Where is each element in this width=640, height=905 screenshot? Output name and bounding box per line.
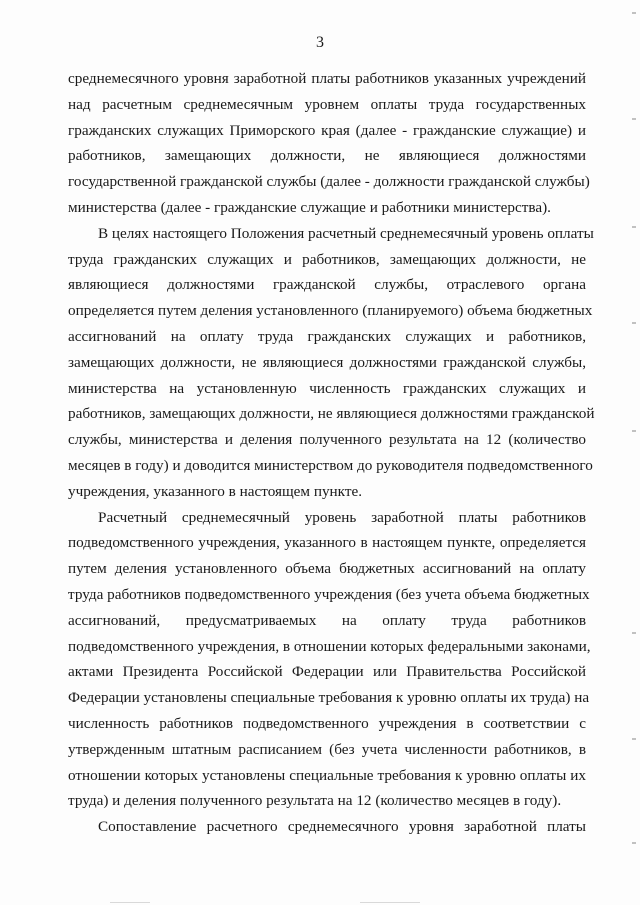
text-line: министерства на установленную численность гражданских служащих и bbox=[68, 379, 586, 397]
text-line: месяцев в году) и доводится министерством до руководителя подведомственного bbox=[68, 456, 593, 474]
text-line: ассигнований, предусматриваемых на оплату труда работников bbox=[68, 611, 586, 629]
text-line: среднемесячного уровня заработной платы работников указанных учреждений bbox=[68, 70, 586, 87]
text-line: труда) и деления полученного результата на 12 (количество месяцев в году). bbox=[68, 792, 562, 810]
text-line: труда работников подведомственного учреждения (без учета объема бюджетных bbox=[68, 585, 590, 603]
text-line: министерства (далее - гражданские служащие и работники министерства). bbox=[68, 198, 551, 216]
scan-artifact bbox=[632, 430, 636, 432]
text-line: государственной гражданской службы (далее - должности гражданской службы) bbox=[68, 173, 590, 191]
document-body bbox=[68, 66, 595, 840]
text-line: подведомственного учреждения, указанного в настоящем пункте, определяется bbox=[68, 534, 586, 552]
text-line: В целях настоящего Положения расчетный среднемесячный уровень оплаты bbox=[98, 224, 594, 242]
text-line: работников, замещающих должности, не являющиеся должностями гражданской bbox=[68, 405, 595, 423]
scan-artifact bbox=[632, 632, 636, 634]
text-line: путем деления установленного объема бюджетных ассигнований на оплату bbox=[68, 560, 586, 578]
text-line: над расчетным среднемесячным уровнем оплаты труда государственных bbox=[68, 95, 586, 113]
text-line: гражданских служащих Приморского края (далее - гражданские служащие) и bbox=[68, 121, 586, 139]
text-line: Сопоставление расчетного среднемесячного уровня заработной платы bbox=[98, 818, 586, 836]
text-line: труда гражданских служащих и работников, замещающих должности, не bbox=[68, 250, 586, 268]
text-line: являющиеся должностями гражданской службы, отраслевого органа bbox=[68, 276, 586, 294]
scan-artifact bbox=[632, 12, 636, 14]
paragraph-3 bbox=[68, 505, 591, 815]
scan-artifact bbox=[632, 842, 636, 844]
scan-artifact bbox=[110, 902, 150, 903]
scan-artifact bbox=[632, 322, 636, 324]
paragraph-4 bbox=[68, 814, 586, 840]
scan-artifact bbox=[632, 226, 636, 228]
text-line: определяется путем деления установленного (планируемого) объема бюджетных bbox=[68, 302, 593, 320]
text-line: подведомственного учреждения, в отношении которых федеральными законами, bbox=[68, 637, 591, 655]
text-line: ассигнований на оплату труда гражданских служащих и работников, bbox=[68, 327, 586, 345]
text-line: замещающих должности, не являющиеся должностями гражданской службы, bbox=[68, 353, 586, 371]
text-line: актами Президента Российской Федерации или Правительства Российской bbox=[68, 663, 586, 681]
scan-artifact bbox=[632, 118, 636, 120]
paragraph-2 bbox=[68, 221, 595, 505]
text-line: Федерации установлены специальные требования к уровню оплаты их труда) на bbox=[68, 689, 590, 707]
scan-artifact bbox=[632, 738, 636, 740]
scan-artifact bbox=[360, 902, 420, 903]
text-line: учреждения, указанного в настоящем пункте. bbox=[68, 482, 363, 500]
text-line: работников, замещающих должности, не являющиеся должностями bbox=[68, 147, 586, 165]
text-line: Расчетный среднемесячный уровень заработной платы работников bbox=[98, 508, 586, 526]
text-line: утвержденным штатным расписанием (без учета численности работников, в bbox=[68, 740, 586, 758]
text-line: отношении которых установлены специальные требования к уровню оплаты их bbox=[68, 766, 586, 784]
page-number: 3 bbox=[316, 34, 324, 51]
paragraph-1 bbox=[68, 66, 590, 221]
text-line: численность работников подведомственного учреждения в соответствии с bbox=[68, 714, 586, 732]
text-line: службы, министерства и деления полученного результата на 12 (количество bbox=[68, 431, 586, 449]
